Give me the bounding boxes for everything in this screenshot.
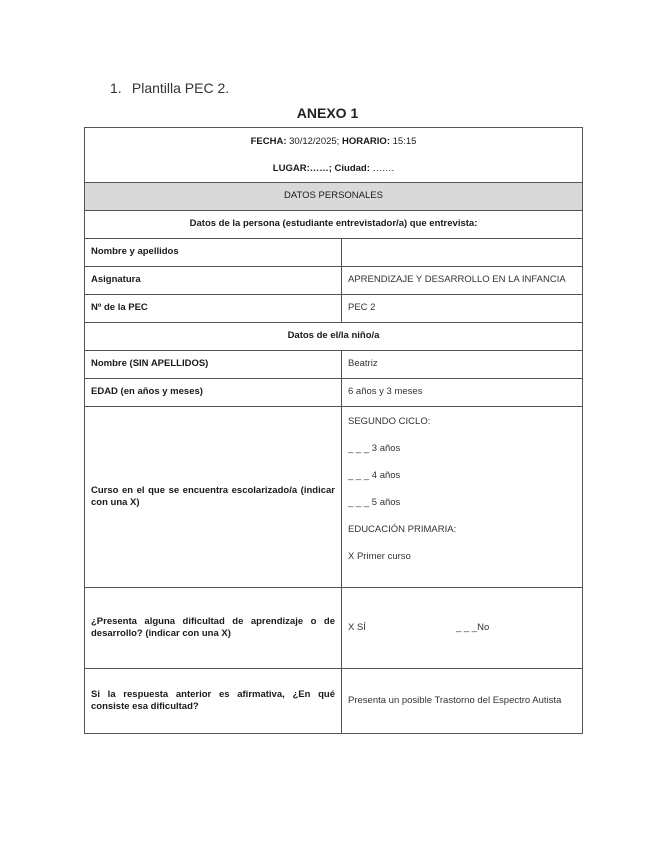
section-row-child [85, 323, 583, 351]
curso-label: Curso en el que se encuentra escolarizado/a (indicar con una X) [85, 407, 342, 588]
nombre-value [342, 239, 583, 267]
curso-line-1: SEGUNDO CICLO: [348, 416, 431, 427]
horario-label: HORARIO: [341, 136, 390, 147]
section-interviewer: Datos de la persona (estudiante entrevistador/a) que entrevista: [85, 211, 583, 239]
fecha-line [85, 128, 582, 155]
row-dificultad [85, 588, 583, 669]
afirmativa-value: Presenta un posible Trastorno del Espectro Autista [342, 669, 583, 734]
curso-line-4: _ _ _ 5 años [348, 497, 401, 508]
fecha-value: 30/12/2025; [286, 136, 342, 147]
section-personal: DATOS PERSONALES [85, 183, 583, 211]
form-table [84, 127, 583, 734]
row-afirmativa [85, 669, 583, 734]
dificultad-no: _ _ _No [455, 621, 490, 633]
row-edad [85, 379, 583, 407]
fecha-label: FECHA: [250, 136, 287, 147]
afirmativa-label: Si la respuesta anterior es afirmativa, ¿En qué consiste esa dificultad? [85, 669, 342, 734]
section-child: Datos de el/la niño/a [85, 323, 583, 351]
child-name-value: Beatriz [342, 351, 583, 379]
section-row-personal [85, 183, 583, 211]
asignatura-label: Asignatura [85, 267, 342, 295]
list-number: 1. [110, 80, 122, 96]
row-curso [85, 407, 583, 588]
curso-line-2: _ _ _ 3 años [348, 443, 401, 454]
row-pec [85, 295, 583, 323]
curso-line-3: _ _ _ 4 años [348, 470, 401, 481]
child-name-label: Nombre (SIN APELLIDOS) [85, 351, 342, 379]
section-row-interviewer [85, 211, 583, 239]
curso-value [342, 407, 583, 588]
dificultad-value [342, 588, 583, 669]
curso-line-6: X Primer curso [348, 551, 411, 562]
list-heading-text: Plantilla PEC 2. [131, 80, 230, 96]
asignatura-value: APRENDIZAJE Y DESARROLLO EN LA INFANCIA [342, 267, 583, 295]
curso-line-5: EDUCACIÓN PRIMARIA: [348, 524, 457, 535]
edad-label: EDAD (en años y meses) [85, 379, 342, 407]
row-child-name [85, 351, 583, 379]
row-asignatura [85, 267, 583, 295]
edad-value: 6 años y 3 meses [342, 379, 583, 407]
dificultad-si: X SÍ [348, 621, 366, 633]
list-heading [110, 80, 229, 96]
lugar-label: LUGAR:……; Ciudad: [272, 163, 370, 174]
header-row [85, 128, 583, 183]
nombre-label: Nombre y apellidos [85, 239, 342, 267]
lugar-line [85, 155, 582, 182]
header-cell [85, 128, 583, 183]
pec-label: Nº de la PEC [85, 295, 342, 323]
document-title: ANEXO 1 [296, 105, 359, 121]
horario-value: 15:15 [389, 136, 417, 147]
lugar-value: ……. [369, 163, 395, 174]
pec-value: PEC 2 [342, 295, 583, 323]
row-nombre [85, 239, 583, 267]
dificultad-label: ¿Presenta alguna dificultad de aprendizaje o de desarrollo? (indicar con una X) [85, 588, 342, 669]
